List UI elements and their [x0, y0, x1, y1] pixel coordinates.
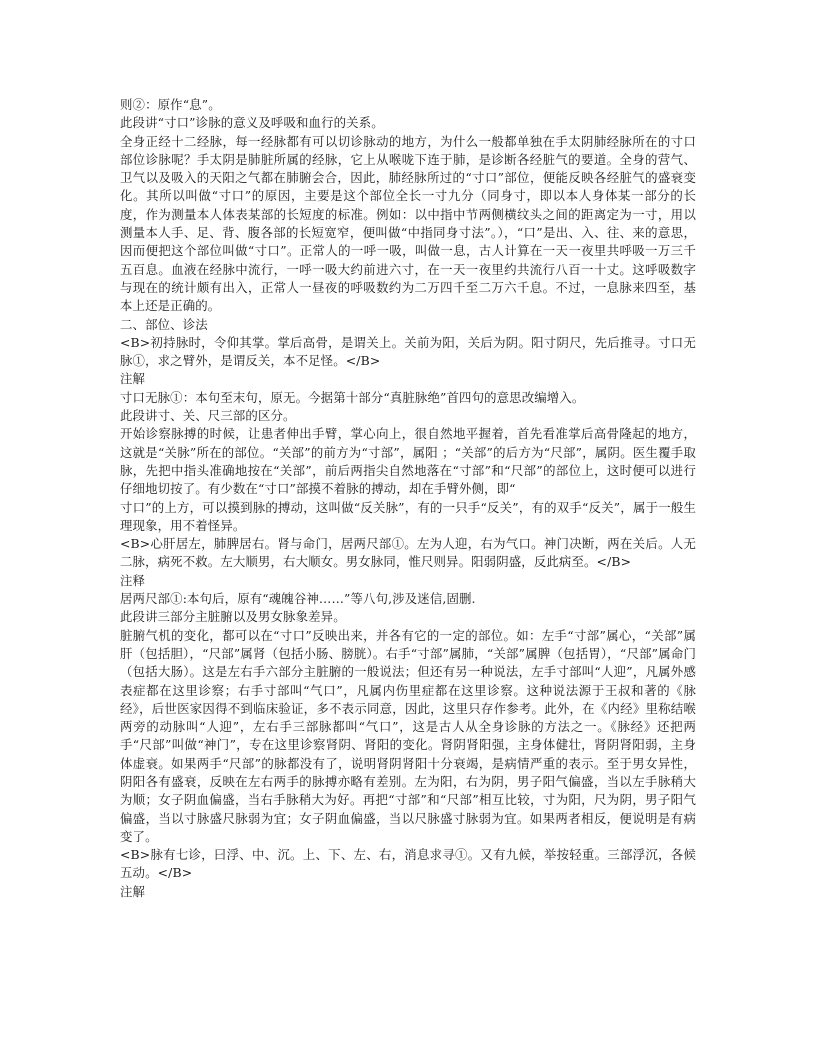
annotation-line: 寸口无脉①：本句至末句，原无。今据第十部分“真脏脉绝”首四句的意思改编增入。: [120, 389, 585, 405]
verse-paragraph: <B>初持脉时，令仰其掌。掌后高骨，是谓关上。关前为阳，关后为阴。阳寸阴尺，先后推寻。寸口无脉①，求之臂外，是谓反关，本不足怪。</B>: [120, 334, 696, 369]
section-summary: 此段讲“寸口”诊脉的意义及呼吸和血行的关系。: [120, 115, 384, 131]
section-summary: 此段讲寸、关、尺三部的区分。: [120, 408, 296, 424]
notes-heading: 注解: [120, 883, 146, 899]
section-heading: 二、部位、诊法: [120, 316, 208, 332]
annotation-line: 则②：原作“息”。: [120, 97, 221, 112]
explanation-paragraph: 全身正经十二经脉，每一经脉都有可以切诊脉动的地方，为什么一般都单独在手太阴肺经脉所在的寸口部位诊脉呢？手太阴是肺脏所属的经脉，它上从喉咙下连于肺，是诊断各经脏气的要道。全身的营气、卫气以及吸入的天阳之气都在肺腑会合，因此，肺经脉所过的“寸口”部位，便能反映各经脏气的盛衰变化。其所以叫做“寸口”的原因，主要是这个部位全长一寸九分（同身寸，即以本人身体某一部分的长度，作为测量本人体表某部的长短度的标准。例如：以中指中节两侧横纹头之间的距离定为一寸，用以测量本人手、足、背、腹各部的长短宽窄，便叫做“中指同身寸法”。），“口”是出、入、往、来的意思，因而便把这个部位叫做“寸口”。正常人的一呼一吸，叫做一息，古人计算在一天一夜里共呼吸一万三千五百息。血液在经脉中流行，一呼一吸大约前进六寸，在一天一夜里约共流行八百一十丈。这呼吸数字与现在的统计颇有出入，正常人一昼夜的呼吸数约为二万四千至二万六千息。不过，一息脉来四至，基本上还是正确的。: [120, 133, 696, 314]
annotation-line: 居两尺部①:本句后，原有“魂魄谷神……”等八句,涉及迷信,固删.: [120, 591, 476, 607]
explanation-paragraph: 寸口”的上方，可以摸到脉的搏动，这叫做“反关脉”，有的一只手“反关”，有的双手“反关”，属于一般生理现象，用不着怪异。: [120, 499, 696, 533]
section-summary: 此段讲三部分主脏腑以及男女脉象差异。: [120, 609, 346, 625]
explanation-paragraph: 脏腑气机的变化，都可以在“寸口”反映出来，并各有它的一定的部位。如：左手“寸部”属心，“关部”属肝（包括胆），“尺部”属肾（包括小肠、膀胱）。右手“寸部”属肺，“关部”属脾（包括胃），“尺部”属命门（包括大肠）。这是左右手六部分主脏腑的一般说法；但还有另一种说法，左手寸部叫“人迎”，凡属外感表症都在这里诊察；右手寸部叫“气口”，凡属内伤里症都在这里诊察。这种说法源于王叔和著的《脉经》，后世医家因得不到临床验证，多不表示同意，因此，这里只存作参考。此外，在《内经》里称结喉两旁的动脉叫“人迎”，左右手三部脉都叫“气口”，这是古人从全身诊脉的方法之一。《脉经》还把两手“尺部”叫做“神门”，专在这里诊察肾阴、肾阳的变化。肾阴肾阳强，主身体健壮，肾阴肾阳弱，主身体虚衰。如果两手“尺部”的脉都没有了，说明肾阴肾阳十分衰竭，是病情严重的表示。至于男女异性，阴阳各有盛衰，反映在左右两手的脉搏亦略有差别。左为阳，右为阴，男子阳气偏盛，当以左手脉稍大为顺；女子阴血偏盛，当右手脉稍大为好。再把“寸部”和“尺部”相互比较，寸为阳，尺为阴，男子阳气偏盛，当以寸脉盛尺脉弱为宜；女子阴血偏盛，当以尺脉盛寸脉弱为宜。如果两者相反，便说明是有病变了。: [120, 627, 696, 844]
notes-heading: 注释: [120, 572, 146, 588]
explanation-paragraph: 开始诊察脉搏的时候，让患者伸出手臂，掌心向上，很自然地平握着，首先看准掌后高骨隆起的地方，这就是“关脉”所在的部位。“关部”的前方为“寸部”，属阳 ；“关部”的后方为“尺部”，属阴。医生覆手取脉，先把中指头准确地按在“关部”，前后两指尖自然地落在“寸部”和“尺部”的部位上，这时便可以进行仔细地切按了。有少数在“寸口”部摸不着脉的搏动，却在手臂外侧，即“: [120, 426, 696, 497]
notes-heading: 注解: [120, 371, 146, 387]
verse-paragraph: <B>心肝居左，肺脾居右。肾与命门，居两尺部①。左为人迎，右为气口。神门决断，两在关后。人无二脉，病死不救。左大顺男，右大顺女。男女脉同，惟尺则异。阳弱阴盛，反此病至。</B>: [120, 536, 696, 570]
document-page: [120, 96, 696, 901]
verse-paragraph: <B>脉有七诊，曰浮、中、沉。上、下、左、右，消息求寻①。又有九候，举按轻重。三部浮沉，各候五动。</B>: [120, 847, 696, 881]
